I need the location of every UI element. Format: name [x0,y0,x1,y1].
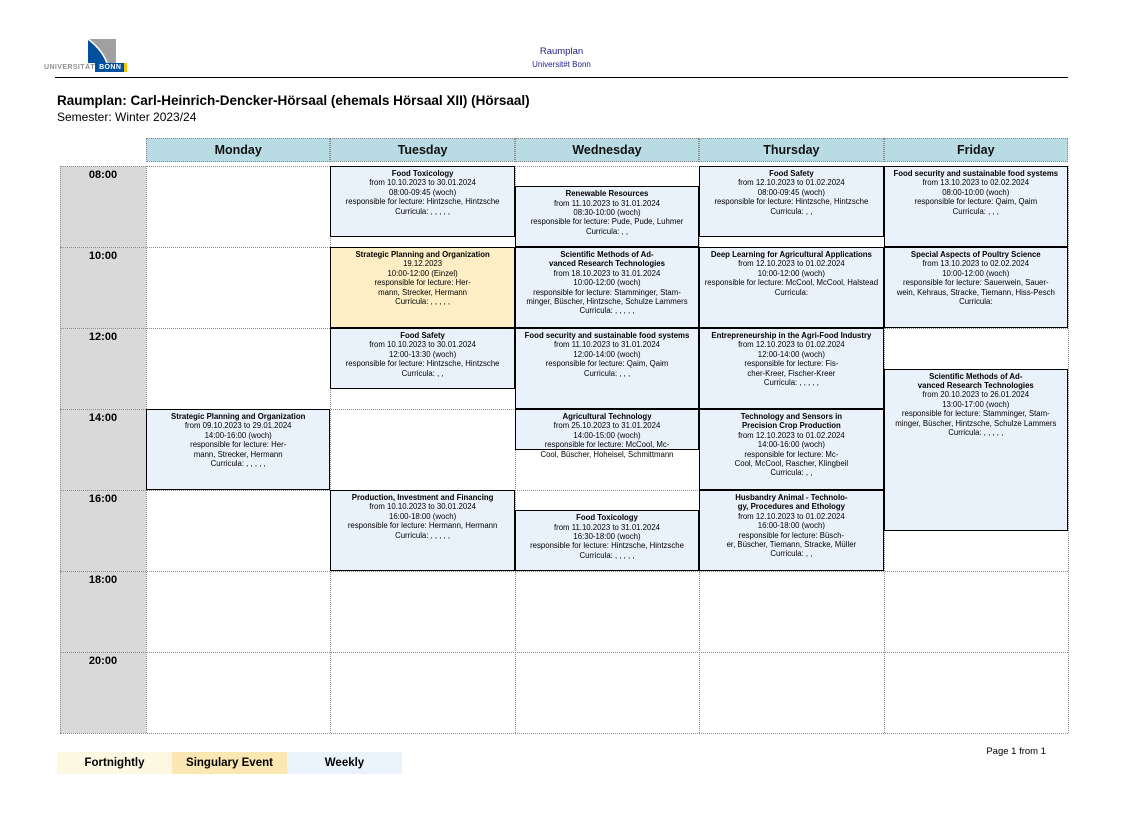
event-detail-line: 16:00-18:00 (woch) [388,511,457,521]
event-detail-line: 12:00-14:00 (woch) [757,349,825,359]
event-block [515,409,699,459]
time-label-1000: 10:00 [88,250,118,262]
legend-item-singulary-event: Singulary Event [172,752,287,774]
event-detail-line: 08:00-09:45 (woch) [757,187,825,197]
day-header-thursday: Thursday [699,138,883,162]
event-detail-line: responsible for lecture: Stamminger, Stam- [533,287,681,297]
event-detail-line: 10:00-12:00 (Einzel) [387,268,458,278]
event-detail-line: Curricula: , , [585,226,628,236]
event-detail-line: from 11.10.2023 to 31.01.2024 [553,198,661,208]
event-title-line: Deep Learning for Agricultural Applications [710,250,872,259]
event-block [699,166,883,237]
grid-hline [60,733,1068,734]
time-label-1600: 16:00 [88,493,118,505]
event-title-line: Production, Investment and Financing [351,493,494,502]
event-detail-line: cher-Kreer, Fischer-Kreer [747,368,836,378]
header-divider [55,77,1068,78]
event-detail-line: responsible for lecture: McCool, McCool, Halstead [704,278,879,288]
event-detail-line: Curricula: , , , , , [763,378,819,388]
event-detail-line: Curricula: [959,297,993,307]
event-title-line: Food Safety [400,331,445,340]
page-title: Raumplan: Carl-Heinrich-Dencker-Hörsaal (ehemals Hörsaal XII) (Hörsaal) [57,93,530,108]
event-detail-line: responsible for lecture: Sauerwein, Sauer- [902,278,1049,288]
event-block [515,510,699,571]
event-detail-line: 08:00-09:45 (woch) [388,187,457,197]
event-title-line: vanced Research Technologies [548,259,665,269]
event-detail-line: Curricula: , , , , , [395,206,451,216]
uni-bonn-logo [44,38,124,76]
event-detail-line: 14:00-16:00 (woch) [757,440,825,450]
event-detail-line: responsible for lecture: Her- [190,440,287,450]
doc-header-title: Raumplan [539,46,584,57]
event-detail-line: responsible for lecture: Pude, Pude, Luhmer [530,217,684,227]
time-label-1800: 18:00 [88,574,118,586]
event-detail-line: from 12.10.2023 to 01.02.2024 [738,511,845,521]
day-header-friday: Friday [884,138,1068,162]
event-detail-line: 08:00-10:00 (woch) [942,187,1010,197]
event-block [330,490,514,571]
event-block [884,247,1068,328]
event-detail-line: responsible for lecture: Fis- [744,359,839,369]
event-detail-line: 16:00-18:00 (woch) [757,521,825,531]
event-detail-line: from 13.10.2023 to 02.02.2024 [922,178,1030,188]
event-block [884,369,1068,531]
event-detail-line: responsible for lecture: Mc- [744,449,839,459]
event-detail-line: from 11.10.2023 to 31.01.2024 [553,522,661,532]
event-detail-line: 14:00-16:00 (woch) [204,430,272,440]
event-detail-line: 13:00-17:00 (woch) [942,399,1010,409]
logo-bonn-label: BONN [95,63,127,72]
event-detail-line: from 12.10.2023 to 01.02.2024 [738,178,845,188]
event-detail-line: er, Büscher, Tiemann, Stracke, Müller [726,540,857,550]
event-block [146,409,330,490]
event-block [330,166,514,237]
event-detail-line: Curricula: , , [770,468,813,478]
event-detail-line: mann, Strecker, Hermann [378,287,467,297]
event-title-line: Scientific Methods of Ad- [560,250,654,259]
event-title-line: Strategic Planning and Organization [355,250,490,259]
event-detail-line: Curricula: , , , , , [579,306,635,316]
event-detail-line: 12:00-13:30 (woch) [388,349,457,359]
event-detail-line: from 25.10.2023 to 31.01.2024 [553,421,661,431]
event-title-line: Food security and sustainable food systems [893,169,1059,178]
event-detail-line: 14:00-15:00 (woch) [573,430,641,440]
event-detail-line: from 20.10.2023 to 26.01.2024 [922,390,1030,400]
event-title-line: Food Safety [769,169,814,178]
event-detail-line: 08:30-10:00 (woch) [573,208,641,218]
event-block [330,328,514,389]
event-detail-line: Curricula: , , , , , [579,550,635,560]
event-detail-line: from 10.10.2023 to 30.01.2024 [369,502,476,512]
event-detail-line: responsible for lecture: McCool, Mc- [544,440,670,450]
event-title-line: Renewable Resources [565,189,649,199]
event-title-line: Strategic Planning and Organization [171,412,306,421]
day-header-wednesday: Wednesday [515,138,699,162]
event-block [330,247,514,328]
event-detail-line: minger, Büscher, Hintzsche, Schulze Lammers [895,418,1057,428]
event-block [515,247,699,328]
event-block [699,490,883,571]
event-block [699,409,883,490]
event-detail-line: Curricula: , , [770,206,813,216]
event-block [515,186,699,247]
event-detail-line: responsible for lecture: Qaim, Qaim [545,359,669,369]
event-detail-line: from 09.10.2023 to 29.01.2024 [184,421,292,431]
event-title-line: Food Toxicology [576,513,638,523]
event-detail-line: responsible for lecture: Her- [374,278,471,288]
day-header-monday: Monday [146,138,330,162]
event-detail-line: responsible for lecture: Hintzsche, Hintzsche [530,541,684,551]
event-detail-line: 19.12.2023 [403,259,443,269]
event-title-line: Precision Crop Production [741,421,841,431]
event-block [699,247,883,328]
grid-vline [1068,166,1069,733]
event-detail-line: Curricula: , , [770,549,813,559]
event-detail-line: wein, Kehraus, Stracke, Tiemann, Hiss-Pesch [896,287,1055,297]
event-detail-line: responsible for lecture: Hintzsche, Hintzsche [345,359,500,369]
event-title-line: Technology and Sensors in [740,412,842,421]
event-detail-line: from 10.10.2023 to 30.01.2024 [369,340,476,350]
event-title-line: Scientific Methods of Ad- [929,371,1023,381]
event-detail-line: Curricula: , , , [952,206,999,216]
event-title-line: Agricultural Technology [562,412,652,421]
event-detail-line: minger, Büscher, Hintzsche, Schulze Lammers [526,297,688,307]
event-title-line: gy, Procedures and Ethology [737,502,846,512]
semester-subtitle: Semester: Winter 2023/24 [57,110,197,124]
event-detail-line: Curricula: , , , , , [948,427,1004,437]
event-detail-line: 10:00-12:00 (woch) [942,268,1010,278]
event-detail-line: Curricula: , , , [583,368,631,378]
event-detail-line: Curricula: , , , , , [395,297,451,307]
event-detail-line: 10:00-12:00 (woch) [573,278,641,288]
event-title-line: Special Aspects of Poultry Science [910,250,1041,259]
event-detail-line: responsible for lecture: Hintzsche, Hintzsche [714,197,869,207]
event-detail-line: Cool, McCool, Rascher, Klingbeil [734,459,849,469]
event-title-line: Food Toxicology [391,169,454,178]
event-detail-line: from 18.10.2023 to 31.01.2024 [553,268,661,278]
event-detail-line: responsible for lecture: Hintzsche, Hintzsche [345,197,500,207]
event-detail-line: Curricula: , , , , , [395,530,451,540]
day-header-tuesday: Tuesday [330,138,514,162]
event-block [884,166,1068,247]
legend-item-weekly: Weekly [287,752,402,774]
event-detail-line: from 12.10.2023 to 01.02.2024 [738,340,845,350]
event-title-line: Entrepreneurship in the Agri-Food Industry [711,331,872,340]
event-detail-line: from 13.10.2023 to 02.02.2024 [922,259,1030,269]
event-detail-line: 10:00-12:00 (woch) [757,268,825,278]
event-title-line: Food security and sustainable food systems [524,331,690,340]
event-detail-line: responsible for lecture: Stamminger, Stam- [901,409,1050,419]
time-label-1400: 14:00 [88,412,118,424]
grid-hline [60,571,1068,572]
event-detail-line: mann, Strecker, Hermann [193,449,283,459]
legend-item-fortnightly: Fortnightly [57,752,172,774]
logo-universitaet-label: UNIVERSITÄT [44,64,96,71]
event-detail-line: from 12.10.2023 to 01.02.2024 [738,259,845,269]
page-number: Page 1 from 1 [986,746,1046,757]
event-block [699,328,883,409]
event-title-line: Husbandry Animal - Technolo- [735,493,848,502]
event-detail-line: Curricula: , , , , , [210,459,266,469]
doc-header-subtitle: Universit#t Bonn [532,60,591,69]
event-block [515,328,699,409]
grid-hline [60,652,1068,653]
event-detail-line: from 11.10.2023 to 31.01.2024 [553,340,661,350]
event-detail-line: Curricula: [774,287,809,297]
event-detail-line: responsible for lecture: Qaim, Qaim [914,197,1038,207]
event-detail-line: responsible for lecture: Hermann, Hermann [347,521,498,531]
event-detail-line: Cool, Büscher, Hoheisel, Schmittmann [540,449,674,459]
event-detail-line: responsible for lecture: Büsch- [738,530,845,540]
event-detail-line: from 10.10.2023 to 30.01.2024 [369,178,476,188]
event-title-line: vanced Research Technologies [917,380,1034,390]
grid-vline [60,166,61,733]
time-label-2000: 20:00 [88,655,118,667]
time-label-1200: 12:00 [88,331,118,343]
event-detail-line: 16:30-18:00 (woch) [573,532,641,542]
time-label-0800: 08:00 [88,169,118,181]
event-detail-line: 12:00-14:00 (woch) [573,349,641,359]
event-detail-line: from 12.10.2023 to 01.02.2024 [738,430,845,440]
event-detail-line: Curricula: , , [401,368,444,378]
